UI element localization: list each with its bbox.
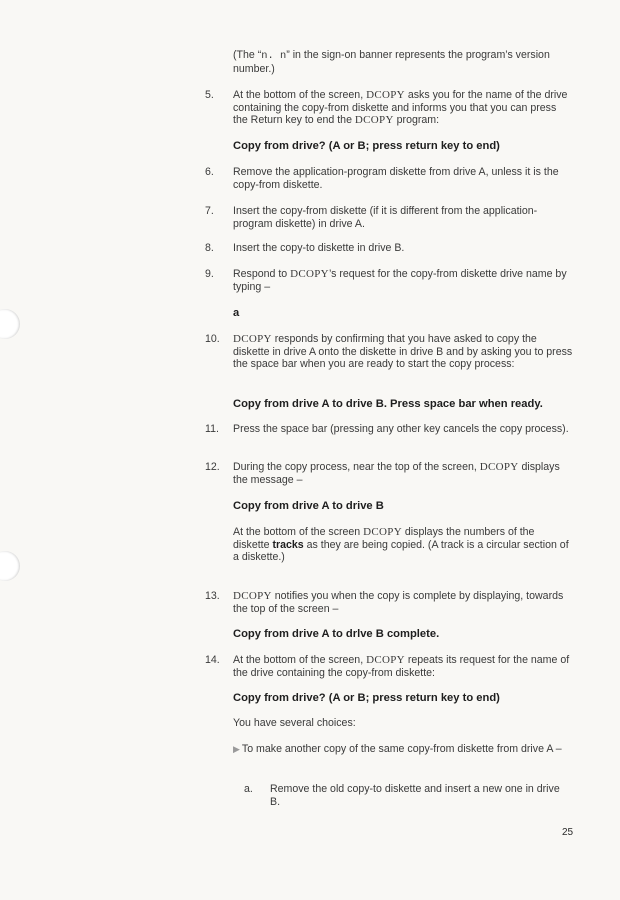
program-name: DCOPY	[354, 114, 394, 127]
step-number: 12.	[205, 461, 220, 473]
step-text: At the bottom of the screen, DCOPY repeats its request for the name of the drive containing the copy-from diskette:	[233, 654, 570, 679]
step-number: 9.	[205, 268, 214, 280]
program-name: DCOPY	[363, 526, 402, 538]
step-number: 5.	[205, 89, 214, 101]
step-number: 10.	[205, 333, 220, 345]
tracks-paragraph: At the bottom of the screen DCOPY displays the numbers of the diskette tracks as they are being copied. (A track is a circular section of a diskette.)	[233, 526, 569, 564]
binder-hole-bottom	[0, 551, 20, 581]
version-code: n. n	[261, 50, 287, 62]
step-number: 6.	[205, 166, 214, 178]
program-name: DCOPY	[366, 89, 405, 101]
program-name: DCOPY	[479, 461, 519, 473]
step-text: Press the space bar (pressing any other key cancels the copy process).	[233, 423, 569, 435]
command-type-a: a	[233, 307, 240, 319]
substep-letter: a.	[244, 783, 253, 795]
step-number: 7.	[205, 205, 214, 217]
step-text: DCOPY notifies you when the copy is complete by displaying, towards the top of the screen –	[233, 590, 564, 615]
binder-hole-top	[0, 309, 20, 339]
step-number: 13.	[205, 590, 220, 602]
step-text: Remove the application-program diskette from drive A, unless it is the copy-from diskette.	[233, 166, 559, 191]
command-prompt-drive-again: Copy from drive? (A or B; press return key to end)	[233, 692, 500, 704]
program-name: DCOPY	[290, 268, 329, 280]
step-text: At the bottom of the screen, DCOPY asks you for the name of the drive containing the copy-from diskette and informs you that you can press the Return key to end the DCOPY program:	[233, 89, 568, 127]
step-number: 8.	[205, 242, 214, 254]
page-number: 25	[562, 827, 574, 838]
step-text: Insert the copy-from diskette (if it is different from the application-program diskette) in drive A.	[233, 205, 538, 230]
command-copying: Copy from drive A to drive B	[233, 500, 384, 512]
step-number: 14.	[205, 654, 220, 666]
step-text: During the copy process, near the top of the screen, DCOPY displays the message –	[233, 461, 560, 486]
step-text: Respond to DCOPY’s request for the copy-from diskette drive name by typing –	[233, 268, 567, 293]
program-name: DCOPY	[366, 654, 405, 666]
program-name: DCOPY	[233, 590, 272, 602]
intro-paragraph: (The “n. n” in the sign-on banner represents the program’s version number.)	[233, 49, 550, 75]
command-confirm: Copy from drive A to drive B. Press space bar when ready.	[233, 398, 543, 410]
triangle-bullet-icon: ▶	[233, 744, 240, 754]
command-complete: Copy from drive A to drlve B complete.	[233, 628, 440, 640]
tracks-term: tracks	[272, 538, 304, 551]
program-name: DCOPY	[233, 333, 272, 345]
substep-text: Remove the old copy-to diskette and insert a new one in drive B.	[270, 783, 560, 808]
step-text: Insert the copy-to diskette in drive B.	[233, 242, 405, 254]
choices-intro: You have several choices:	[233, 717, 356, 729]
command-prompt-drive: Copy from drive? (A or B; press return key to end)	[233, 140, 500, 152]
step-number: 11.	[205, 423, 219, 435]
step-text: DCOPY responds by confirming that you have asked to copy the diskette in drive A onto the diskette in drive B and by asking you to press the space bar when you are ready to start the copy process:	[233, 333, 573, 371]
bullet-item: ▶ To make another copy of the same copy-from diskette from drive A –	[233, 743, 562, 755]
